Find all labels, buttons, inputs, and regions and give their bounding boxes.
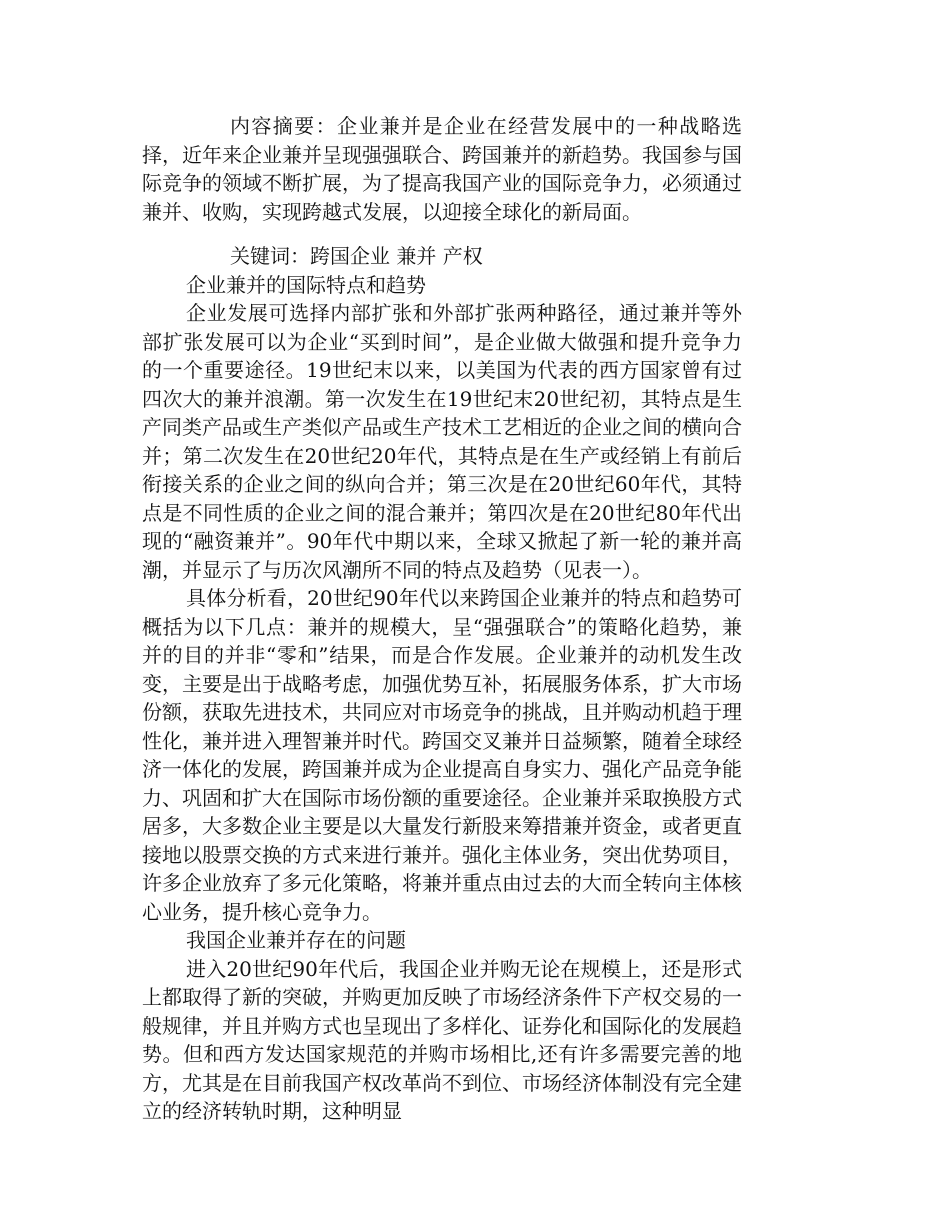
document-body: [142, 112, 742, 1126]
body-paragraph: 具体分析看，20世纪90年代以来跨国企业兼并的特点和趋势可概括为以下几点：兼并的规模大，呈“强强联合”的策略化趋势，兼并的目的并非“零和”结果，而是合作发展。企业兼并的动机发生改变，主要是出于战略考虑，加强优势互补，拓展服务体系，扩大市场份额，获取先进技术，共同应对市场竞争的挑战，且并购动机趋于理性化，兼并进入理智兼并时代。跨国交叉兼并日益频繁，随着全球经济一体化的发展，跨国兼并成为企业提高自身实力、强化产品竞争能力、巩固和扩大在国际市场份额的重要途径。企业兼并采取换股方式居多，大多数企业主要是以大量发行新股来筹措兼并资金，或者更直接地以股票交换的方式来进行兼并。强化主体业务，突出优势项目，许多企业放弃了多元化策略，将兼并重点由过去的大而全转向主体核心业务，提升核心竞争力。: [142, 586, 742, 924]
keywords-line: 关键词：跨国企业 兼并 产权: [230, 244, 483, 268]
section-heading: 我国企业兼并存在的问题: [186, 928, 406, 952]
body-paragraph: 进入20世纪90年代后，我国企业并购无论在规模上，还是形式上都取得了新的突破，并购更加反映了市场经济条件下产权交易的一般规律，并且并购方式也呈现出了多样化、证券化和国际化的发展趋势。但和西方发达国家规范的并购市场相比,还有许多需要完善的地方，尤其是在目前我国产权改革尚不到位、市场经济体制没有完全建立的经济转轨时期，这种明显: [142, 956, 742, 1123]
abstract-paragraph: 内容摘要：企业兼并是企业在经营发展中的一种战略选择，近年来企业兼并呈现强强联合、跨国兼并的新趋势。我国参与国际竞争的领域不断扩展，为了提高我国产业的国际竞争力，必须通过兼并、收购，实现跨越式发展，以迎接全球化的新局面。: [142, 114, 742, 224]
body-paragraph: 企业发展可选择内部扩张和外部扩张两种路径，通过兼并等外部扩张发展可以为企业“买到时间”，是企业做大做强和提升竞争力的一个重要途径。19世纪末以来，以美国为代表的西方国家曾有过四次大的兼并浪潮。第一次发生在19世纪末20世纪初，其特点是生产同类产品或生产类似产品或生产技术工艺相近的企业之间的横向合并；第二次发生在20世纪20年代，其特点是在生产或经销上有前后衔接关系的企业之间的纵向合并；第三次是在20世纪60年代，其特点是不同性质的企业之间的混合兼并；第四次是在20世纪80年代出现的“融资兼并”。90年代中期以来，全球又掀起了新一轮的兼并高潮，并显示了与历次风潮所不同的特点及趋势（见表一）。: [142, 301, 742, 582]
section-heading: 企业兼并的国际特点和趋势: [186, 272, 426, 297]
